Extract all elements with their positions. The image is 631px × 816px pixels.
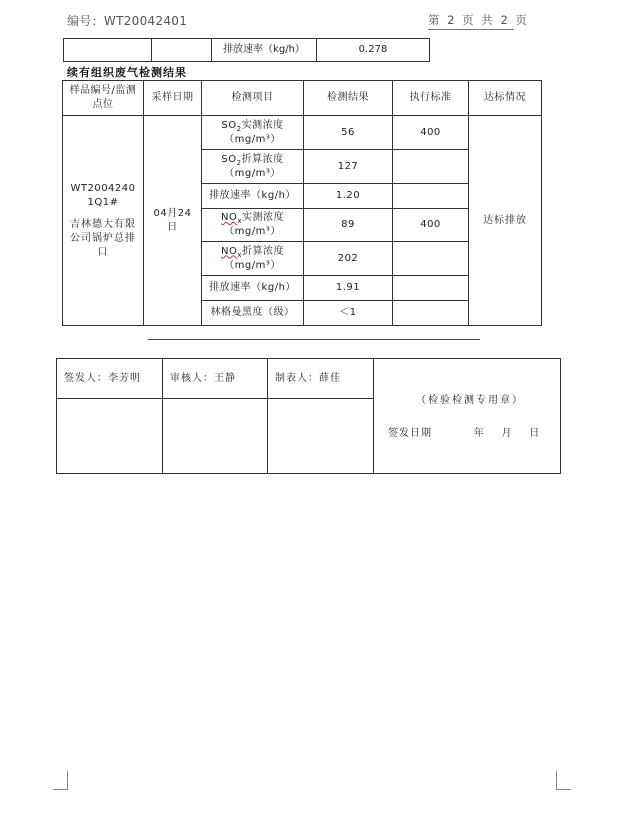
result-cell: 1.91 [304,276,393,301]
item-text: 折算浓度 [241,153,284,165]
item-ringelmann: 林格曼黑度（级） [202,301,304,326]
sample-date-text: 04月24日 [153,207,192,233]
issuer-signature-box [57,399,163,474]
reviewer-signature-box [163,399,268,474]
result-cell: 202 [304,242,393,276]
result-cell: ＜1 [304,301,393,326]
item-subscript: 2 [236,158,242,167]
exhaust-test-results-table [62,80,542,326]
signature-table [56,358,561,474]
issuer-label: 签发人：李芳明 [57,359,163,399]
emission-rate-label: 排放速率（kg/h） [212,39,317,62]
item-text: NO [220,245,238,257]
sample-cell [63,116,144,326]
standard-cell [393,184,469,209]
header-item: 检测项目 [202,81,304,116]
item-text: 实测浓度 [241,119,284,131]
divider-line [148,339,480,340]
continued-rows-table [63,38,430,62]
header-sample-id: 样品编号/监测点位 [63,81,144,116]
header-result: 检测结果 [304,81,393,116]
section-title: 续有组织废气检测结果 [67,66,187,79]
item-subscript: 2 [236,124,242,133]
item-so2-converted [202,150,304,184]
item-unit: （mg/m³） [224,259,281,271]
sample-date [144,116,202,326]
item-subscript: x [237,250,242,259]
item-unit: （mg/m³） [224,167,281,179]
item-emission-rate: 排放速率（kg/h） [202,184,304,209]
item-unit: （mg/m³） [224,226,281,237]
standard-cell: 400 [393,209,469,242]
sample-site: 吉林德大有限公司锅炉总排口 [70,218,136,258]
header-standard: 执行标准 [393,81,469,116]
crop-mark-right [556,771,571,790]
crop-mark-left [53,771,68,790]
sample-id: WT20042401Q1# [70,182,136,208]
preparer-signature-box [268,399,374,474]
compliance-cell: 达标排放 [469,116,542,326]
reviewer-label: 审核人：王静 [163,359,268,399]
header-underline [428,29,514,30]
preparer-label: 制表人：薛佳 [268,359,374,399]
empty-cell [64,39,152,62]
result-cell: 89 [304,209,393,242]
official-stamp-label: （检验检测专用章） [416,395,524,406]
page-indicator: 第 2 页 共 2 页 [428,13,529,27]
result-cell: 127 [304,150,393,184]
standard-cell [393,301,469,326]
item-text: SO [221,119,237,131]
result-cell: 56 [304,116,393,150]
standard-cell [393,242,469,276]
seal-area [374,359,561,474]
standard-cell [393,276,469,301]
standard-cell: 400 [393,116,469,150]
issue-date: 签发日期 年 月 日 [388,428,541,439]
header-date: 采样日期 [144,81,202,116]
item-text: 折算浓度 [242,245,284,257]
result-cell: 1.20 [304,184,393,209]
standard-cell [393,150,469,184]
empty-cell [152,39,212,62]
item-text: NO [220,212,238,223]
header-compliance: 达标情况 [469,81,542,116]
item-nox-measured [202,209,304,242]
item-text: SO [221,153,237,165]
item-so2-measured [202,116,304,150]
item-nox-converted [202,242,304,276]
item-text: 实测浓度 [242,212,284,223]
item-unit: （mg/m³） [224,133,281,145]
item-emission-rate: 排放速率（kg/h） [202,276,304,301]
emission-rate-value: 0.278 [317,39,430,62]
item-subscript: x [237,217,242,225]
report-serial: 编号：WT20042401 [67,14,188,28]
